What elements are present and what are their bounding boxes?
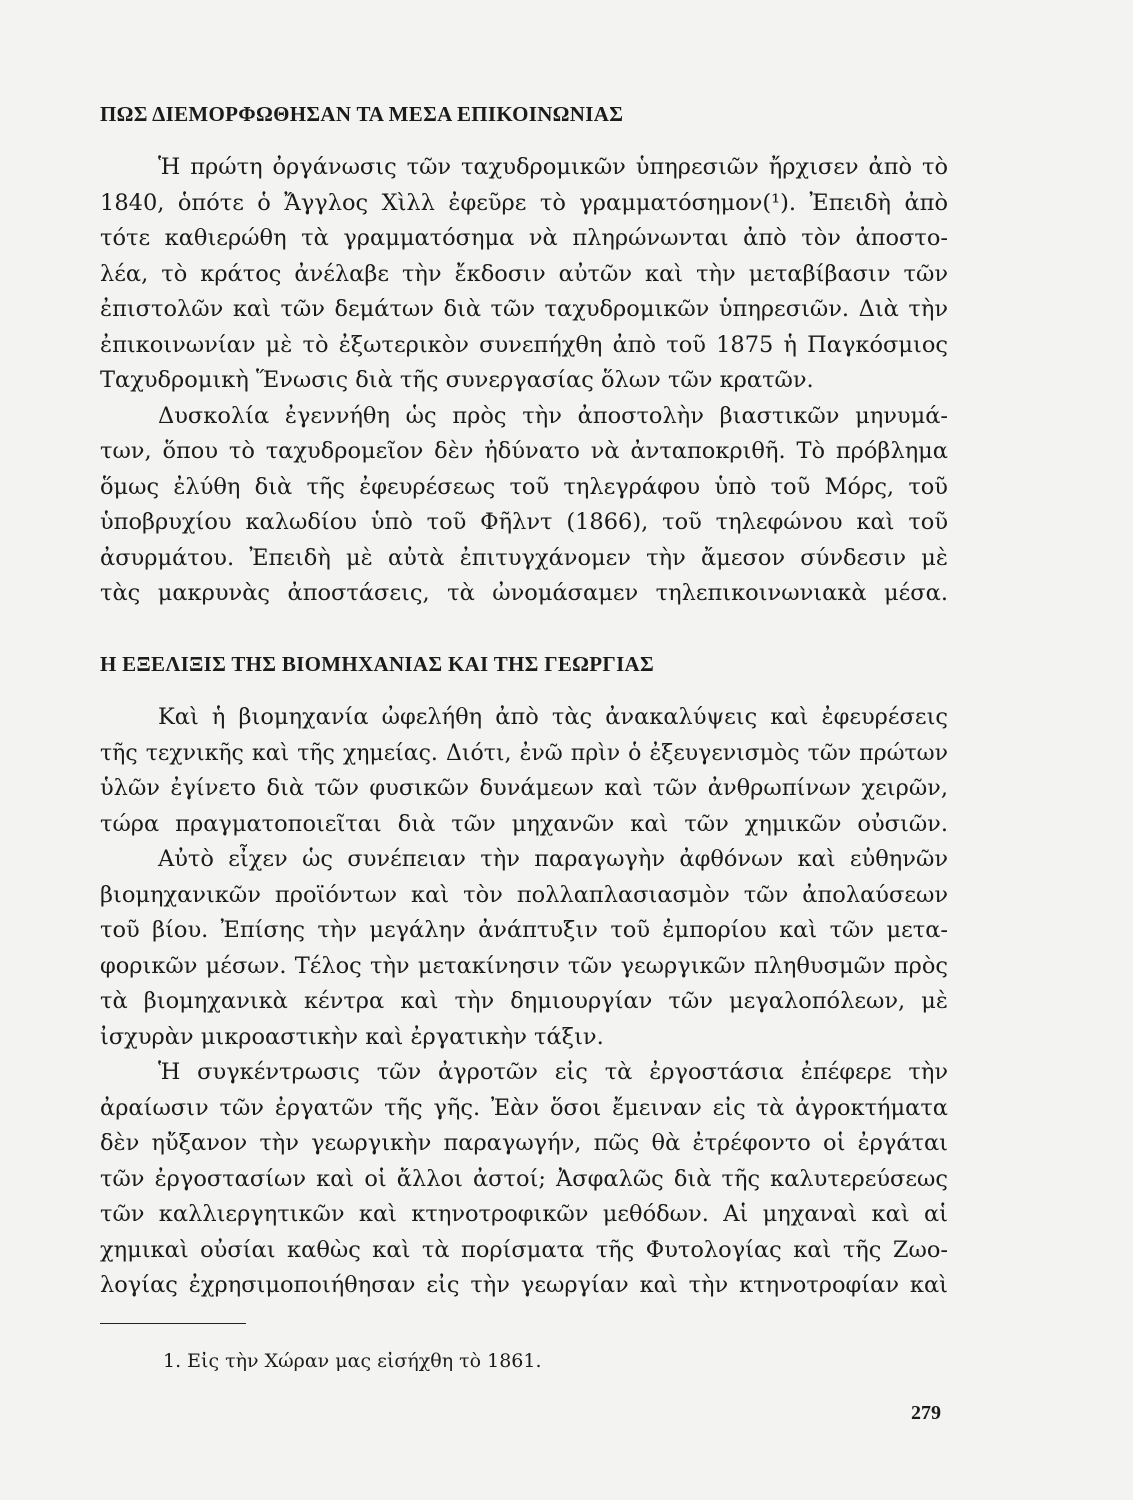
text-line: δὲν ηὔξανον τὴν γεωργικὴν παραγωγήν, πῶς θὰ ἐτρέφοντο οἱ ἐργάται (100, 1130, 948, 1156)
text-line: τὰ βιομηχανικὰ κέντρα καὶ τὴν δημιουργίαν τῶν μεγαλοπόλεων, μὲ (100, 988, 948, 1014)
text-line: τότε καθιερώθη τὰ γραμματόσημα νὰ πληρώνωνται ἀπὸ τὸν ἀποστο- (100, 225, 948, 251)
section-body-industry-agriculture (100, 700, 948, 1304)
text-line: τοῦ βίου. Ἐπίσης τὴν μεγάλην ἀνάπτυξιν τοῦ ἐμπορίου καὶ τῶν μετα- (100, 917, 948, 943)
text-line: τὰς μακρυνὰς ἀποστάσεις, τὰ ὠνομάσαμεν τηλεπικοινωνιακὰ μέσα. (100, 580, 948, 606)
text-line: ἰσχυρὰν μικροαστικὴν καὶ ἐργατικὴν τάξιν. (100, 1023, 604, 1050)
text-line: ἐπιστολῶν καὶ τῶν δεμάτων διὰ τῶν ταχυδρομικῶν ὑπηρεσιῶν. Διὰ τὴν (100, 296, 948, 322)
text-line: 1840, ὁπότε ὁ Ἄγγλος Χὶλλ ἐφεῦρε τὸ γραμματόσημον(¹). Ἐπειδὴ ἀπὸ (100, 189, 948, 216)
section-body-communication (100, 150, 948, 612)
text-line: ἐπικοινωνίαν μὲ τὸ ἐξωτερικὸν συνεπήχθη ἀπὸ τοῦ 1875 ἡ Παγκόσμιος (100, 331, 948, 358)
text-line: Ταχυδρομικὴ Ἕνωσις διὰ τῆς συνεργασίας ὅλων τῶν κρατῶν. (100, 367, 814, 393)
text-line: Ἡ συγκέντρωσις τῶν ἀγροτῶν εἰς τὰ ἐργοστάσια ἐπέφερε τὴν (158, 1059, 948, 1085)
text-line: των, ὅπου τὸ ταχυδρομεῖον δὲν ἠδύνατο νὰ ἀνταποκριθῆ. Τὸ πρόβλημα (100, 438, 948, 464)
text-line: ὅμως ἐλύθη διὰ τῆς ἐφευρέσεως τοῦ τηλεγράφου ὑπὸ τοῦ Μόρς, τοῦ (100, 473, 948, 500)
text-line: λογίας ἐχρησιμοποιήθησαν εἰς τὴν γεωργίαν καὶ τὴν κτηνοτροφίαν καὶ (100, 1272, 948, 1298)
text-line: Δυσκολία ἐγεννήθη ὡς πρὸς τὴν ἀποστολὴν βιαστικῶν μηνυμά- (158, 402, 948, 429)
text-line: Αὐτὸ εἶχεν ὡς συνέπειαν τὴν παραγωγὴν ἀφθόνων καὶ εὐθηνῶν (158, 846, 948, 872)
text-line: Καὶ ἡ βιομηχανία ὠφελήθη ἀπὸ τὰς ἀνακαλύψεις καὶ ἐφευρέσεις (158, 704, 948, 730)
text-line: τῆς τεχνικῆς καὶ τῆς χημείας. Διότι, ἐνῶ πρὶν ὁ ἐξευγενισμὸς τῶν πρώτων (100, 740, 948, 766)
section-heading-industry-agriculture: Η ΕΞΕΛΙΞΙΣ ΤΗΣ ΒΙΟΜΗΧΑΝΙΑΣ ΚΑΙ ΤΗΣ ΓΕΩΡΓΙΑΣ (100, 652, 655, 676)
text-line: τώρα πραγματοποιεῖται διὰ τῶν μηχανῶν καὶ τῶν χημικῶν οὐσιῶν. (100, 810, 948, 837)
text-line: λέα, τὸ κράτος ἀνέλαβε τὴν ἔκδοσιν αὐτῶν καὶ τὴν μεταβίβασιν τῶν (100, 260, 948, 287)
text-line: ὑλῶν ἐγίνετο διὰ τῶν φυσικῶν δυνάμεων καὶ τῶν ἀνθρωπίνων χειρῶν, (100, 775, 948, 801)
text-line: βιομηχανικῶν προϊόντων καὶ τὸν πολλαπλασιασμὸν τῶν ἀπολαύσεων (100, 881, 948, 908)
text-line: ἀραίωσιν τῶν ἐργατῶν τῆς γῆς. Ἐὰν ὅσοι ἔμειναν εἰς τὰ ἀγροκτήματα (100, 1094, 948, 1121)
text-line: χημικαὶ οὐσίαι καθὼς καὶ τὰ πορίσματα τῆς Φυτολογίας καὶ τῆς Ζωο- (100, 1236, 948, 1263)
section-heading-communication: ΠΩΣ ΔΙΕΜΟΡΦΩΘΗΣΑΝ ΤΑ ΜΕΣΑ ΕΠΙΚΟΙΝΩΝΙΑΣ (100, 102, 624, 126)
text-line: τῶν ἐργοστασίων καὶ οἱ ἄλλοι ἀστοί; Ἀσφαλῶς διὰ τῆς καλυτερεύσεως (100, 1165, 948, 1192)
footnote: 1. Εἰς τὴν Χώραν μας εἰσήχθη τὸ 1861. (163, 1350, 542, 1372)
page-number: 279 (911, 1402, 941, 1424)
text-line: τῶν καλλιεργητικῶν καὶ κτηνοτροφικῶν μεθόδων. Αἱ μηχαναὶ καὶ αἱ (100, 1201, 948, 1227)
text-line: φορικῶν μέσων. Τέλος τὴν μετακίνησιν τῶν γεωργικῶν πληθυσμῶν πρὸς (100, 952, 948, 979)
text-line: Ἡ πρώτη ὀργάνωσις τῶν ταχυδρομικῶν ὑπηρεσιῶν ἤρχισεν ἀπὸ τὸ (158, 154, 948, 180)
text-line: ἀσυρμάτου. Ἐπειδὴ μὲ αὐτὰ ἐπιτυγχάνομεν τὴν ἄμεσον σύνδεσιν μὲ (100, 544, 948, 571)
footnote-divider (100, 1323, 246, 1324)
text-line: ὑποβρυχίου καλωδίου ὑπὸ τοῦ Φῆλντ (1866), τοῦ τηλεφώνου καὶ τοῦ (100, 509, 948, 535)
